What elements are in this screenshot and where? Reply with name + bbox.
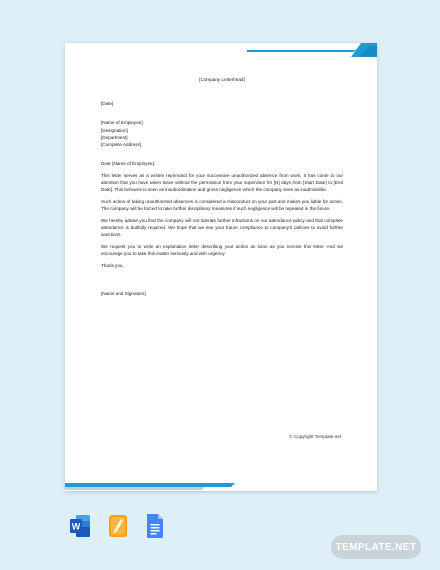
top-accent-stripes bbox=[247, 43, 377, 63]
paragraph-attendance-policy: We hereby advise you that the company will not tolerate further infractions on our attendance policy and that complete attendance is dutifully required. We hope that we see your future compliance to company’s policies to avoid further sanctions. bbox=[101, 218, 343, 237]
recipient-block bbox=[101, 119, 343, 149]
recipient-department: [Department] bbox=[101, 135, 128, 140]
recipient-name: [Name of Employee] bbox=[101, 120, 143, 126]
closing: Thank you, bbox=[101, 263, 124, 269]
template-net-badge bbox=[331, 535, 421, 559]
letter-document bbox=[65, 43, 377, 491]
recipient-address: [Complete Address] bbox=[101, 142, 142, 148]
letter-date: [Date] bbox=[101, 100, 114, 106]
paragraph-reprimand: This letter serves as a written reprimand for your successive unauthorized absence from work. It has come to our attention that you have taken leave without the permission from your supervisor for [N] days from [Start Date] to [End Date]. This behavior is seen as insubordination and gross negligence which the company sees as inadmissible. bbox=[101, 173, 343, 192]
paragraph-misconduct: Such action of taking unauthorized absences is considered a misconduct on your part and makes you liable for action. The company will be forced to take further disciplinary measures if such negligence will be repeated in the future. bbox=[101, 199, 343, 211]
letter-body bbox=[101, 77, 343, 298]
word-icon[interactable] bbox=[70, 513, 90, 539]
signature-line: [Name and Signature] bbox=[101, 290, 146, 296]
brand-label: TEMPLATE.NET bbox=[335, 541, 417, 553]
company-letterhead: [Company Letterhead] bbox=[199, 77, 245, 82]
svg-text:W: W bbox=[71, 521, 81, 532]
recipient-designation: [Designation] bbox=[101, 127, 128, 133]
google-docs-icon[interactable] bbox=[145, 513, 165, 539]
paragraph-explanation-request: We request you to write an explanation letter describing your action as soon as you receive this letter. And we encourage you to take this matter seriously and with urgency. bbox=[101, 244, 343, 256]
salutation: Dear [Name of Employee], bbox=[101, 160, 156, 166]
bottom-accent-stripes bbox=[65, 483, 235, 491]
copyright-notice: © Copyright Template.net bbox=[289, 434, 341, 439]
pages-icon[interactable] bbox=[108, 513, 128, 539]
